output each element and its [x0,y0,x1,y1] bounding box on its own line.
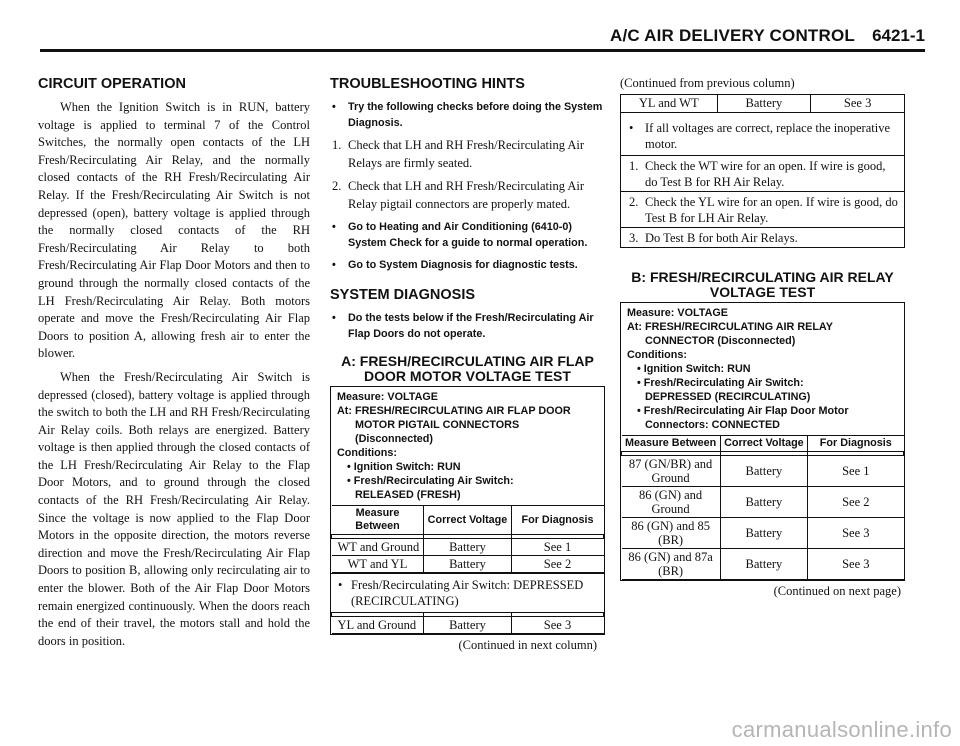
test-b-table [621,435,904,580]
table-row: YL and Ground Battery See 3 [332,617,604,634]
table-row: YL and WT Battery See 3 [621,95,905,113]
test-b-conditions: Measure: VOLTAGE At: FRESH/RECIRCULATING AIR RELAY CONNECTOR (Disconnected) Conditions: • Ignition Switch: RUN • Fresh/Recirculating Air Switch: DEPRESSED (RECIRCULATING) • Fresh/Recirculating Air Flap Door Motor Connectors: CONNECTED [627,307,849,431]
list-item: 1. Check that LH and RH Fresh/Recirculating Air Relays are firmly seated. [332,138,585,170]
list-item: • Do the tests below if the Fresh/Recirculating Air Flap Doors do not operate. [332,312,594,341]
circuit-operation-heading: CIRCUIT OPERATION [38,76,186,92]
list-item: • Try the following checks before doing the System Diagnosis. [332,101,603,129]
list-item: 2. Check the YL wire for an open. If wire is good, do Test B for LH Air Relay. [621,191,904,227]
continued-next-page: (Continued on next page) [773,584,901,598]
test-a-table-2 [331,612,604,634]
section-title: A/C AIR DELIVERY CONTROL [609,26,855,45]
list-item: • If all voltages are correct, replace the inoperative motor. [629,121,891,151]
table-row: 87 (GN/BR) and Ground Battery See 1 [622,456,904,487]
list-item: 3. Do Test B for both Air Relays. [621,227,904,247]
continued-diagnosis-list [620,113,905,248]
continued-from-previous: (Continued from previous column) [620,76,795,90]
watermark: carmanualsonline.info [731,717,952,742]
page-number: 6421-1 [872,26,925,45]
test-a-note: • Fresh/Recirculating Air Switch: DEPRESSED (RECIRCULATING) [331,573,604,612]
header-rule [40,49,925,52]
troubleshooting-list [330,99,605,273]
table-row: 86 (GN) and Ground Battery See 2 [622,487,904,518]
circuit-paragraph-2: When the Fresh/Recirculating Air Switch is depressed (closed), battery voltage is applied through the switch to both the LH and RH Fresh/Recirculating Air Relay coils. Both relays are energized. Battery voltage is then applied through the closed contacts of the LH Fresh/Recirculating Air Relay to the Flap Door Motors, and to ground through the closed contacts of the RH Fresh/Recirculating Air Relay. Since the voltage is now applied to the Flap Door Motors in the opposite direction, the motors reverse direction and move the Fresh/Recirculating Air Flap Doors to position B, allowing only recirculating air to enter the blower. Both of the Air Flap Door Motors remain energized continuously. When the doors reach the end of their travel, the motors stall and hold the doors in position. [38,369,310,648]
column-right [620,76,905,599]
list-item: 1. Check the WT wire for an open. If wire is good, do Test B for RH Air Relay. [621,155,904,191]
test-b-box [620,302,905,581]
test-b-heading: B: FRESH/RECIRCULATING AIR RELAY VOLTAGE TEST [631,269,894,300]
troubleshooting-heading: TROUBLESHOOTING HINTS [330,76,525,92]
test-a-table [331,505,604,573]
table-header-row: Measure Between Correct Voltage For Diagnosis [332,506,604,535]
column-middle [330,76,605,653]
table-row: WT and YL Battery See 2 [332,556,604,573]
list-item: • Go to Heating and Air Conditioning (6410-0) System Check for a guide to normal operation. [332,221,588,250]
continued-next-column: (Continued in next column) [458,638,597,653]
table-header-row: Measure Between Correct Voltage For Diagnosis [622,436,904,452]
test-a-box [330,386,605,635]
table-row: 86 (GN) and 85 (BR) Battery See 3 [622,518,904,549]
test-a-heading: A: FRESH/RECIRCULATING AIR FLAP DOOR MOTOR VOLTAGE TEST [341,353,594,385]
table-row: WT and Ground Battery See 1 [332,539,604,556]
test-a-conditions: Measure: VOLTAGE At: FRESH/RECIRCULATING AIR FLAP DOOR MOTOR PIGTAIL CONNECTORS (Disconnected) Conditions: • Ignition Switch: RUN • Fresh/Recirculating Air Switch: RELEASED (FRESH) [337,391,571,502]
column-left [38,76,310,650]
page-header [40,26,925,54]
continued-table [620,94,905,113]
list-item: • Go to System Diagnosis for diagnostic tests. [332,259,578,272]
system-diagnosis-heading: SYSTEM DIAGNOSIS [330,287,476,304]
list-item: 2. Check that LH and RH Fresh/Recirculating Air Relay pigtail connectors are properly mated. [332,179,585,211]
circuit-paragraph-1: When the Ignition Switch is in RUN, battery voltage is applied to terminal 7 of the Control Switches, the normally open contacts of the LH Fresh/Recirculating Air Relay, and the normally closed contacts of the RH Fresh/Recirculating Air Relay. If the Fresh/Recirculating Air Switch is not depressed (open), battery voltage is applied through the normally closed contacts of the RH Fresh/Recirculating Air Relay to both Fresh/Recirculating Air Flap Door Motors and then to ground through the normally closed contacts of the LH Fresh/Recirculating Air Relay. Both motors operate and move the Fresh/Recirculating Air Flap Doors to position A, allowing fresh air to enter the blower. [38,100,310,361]
table-row: 86 (GN) and 87a (BR) Battery See 3 [622,549,904,580]
